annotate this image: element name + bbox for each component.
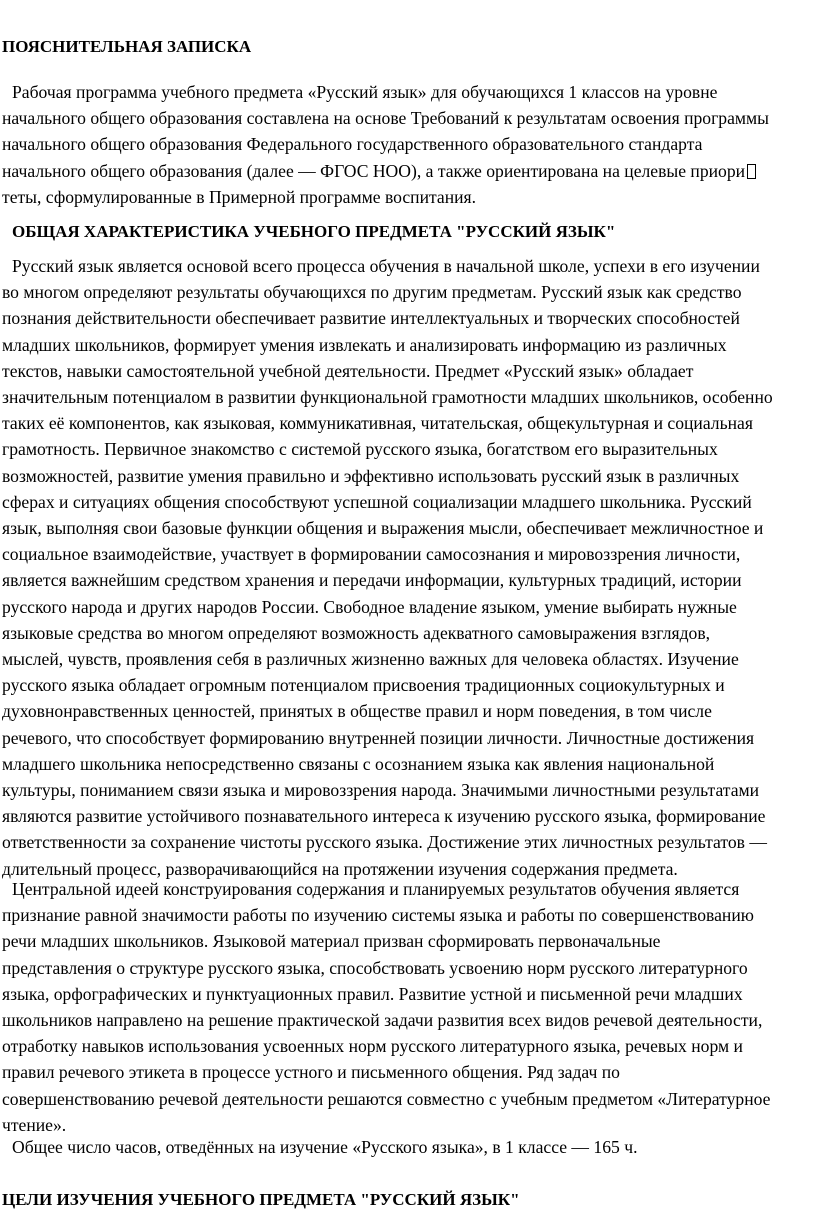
text-line: правил речевого этикета в процессе устного и письменного общения. Ряд задач по <box>2 1062 620 1083</box>
section-heading-general-characteristics: ОБЩАЯ ХАРАКТЕРИСТИКА УЧЕБНОГО ПРЕДМЕТА "РУССКИЙ ЯЗЫК" <box>12 222 616 241</box>
text-line: грамотность. Первичное знакомство с системой русского языка, богатством его выразительных <box>2 439 718 460</box>
text-line: являются развитие устойчивого познавательного интереса к изучению русского языка, формирование <box>2 806 766 827</box>
text-line: русского народа и других народов России. Свободное владение языком, умение выбирать нужные <box>2 596 737 617</box>
text-line: длительный процесс, разворачивающийся на протяжении изучения содержания предмета. <box>2 858 678 879</box>
text-line: теты, сформулированные в Примерной программе воспитания. <box>2 186 477 207</box>
text-line: мыслей, чувств, проявления себя в различных жизненно важных для человека областях. Изучение <box>2 649 739 670</box>
text-line: начального общего образования составлена на основе Требований к результатам освоения программы <box>2 108 770 129</box>
text-line: является важнейшим средством хранения и передачи информации, культурных традиций, истории <box>2 570 742 591</box>
text-line: языковые средства во многом определяют возможность адекватного самовыражения взглядов, <box>2 622 711 643</box>
text-line-content: начального общего образования (далее — ФГОС НОО), а также ориентирована на целевые приори <box>2 160 746 181</box>
text-line: школьников направлено на решение практической задачи развития всех видов речевой деятельности, <box>2 1010 763 1031</box>
section-heading-goals: ЦЕЛИ ИЗУЧЕНИЯ УЧЕБНОГО ПРЕДМЕТА "РУССКИЙ ЯЗЫК" <box>2 1190 520 1209</box>
text-line: речевого, что способствует формированию внутренней позиции личности. Личностные достижения <box>2 727 755 748</box>
text-line: чтение». <box>2 1114 67 1135</box>
paragraph-total-hours <box>2 1134 814 1160</box>
missing-glyph-box <box>747 164 756 179</box>
text-line: таких её компонентов, как языковая, коммуникативная, читательская, общекультурная и социальная <box>2 413 753 434</box>
text-line: текстов, навыки самостоятельной учебной деятельности. Предмет «Русский язык» обладает <box>2 360 694 381</box>
text-line <box>2 158 814 184</box>
text-line: представления о структуре русского языка, способствовать усвоению норм русского литературного <box>2 957 748 978</box>
text-line: Общее число часов, отведённых на изучение «Русского языка», в 1 классе — 165 ч. <box>12 1137 638 1157</box>
text-line: отработку навыков использования усвоенных норм русского литературного языка, речевых норм и <box>2 1036 743 1057</box>
text-line: ответственности за сохранение чистоты русского языка. Достижение этих личностных результатов — <box>2 832 767 853</box>
text-line: Рабочая программа учебного предмета «Русский язык» для обучающихся 1 классов на уровне <box>12 82 718 102</box>
section-heading-explanatory-note: ПОЯСНИТЕЛЬНАЯ ЗАПИСКА <box>2 37 252 56</box>
text-line: Русский язык является основой всего процесса обучения в начальной школе, успехи в его изучении <box>12 256 760 276</box>
text-line: социальное взаимодействие, участвует в формировании самосознания и мировоззрения личности, <box>2 544 741 565</box>
text-line: русского языка обладает огромным потенциалом присвоения традиционных социокультурных и <box>2 675 725 696</box>
paragraph-central-idea <box>2 876 814 1138</box>
text-line: духовнонравственных ценностей, принятых в обществе правил и норм поведения, в том числе <box>2 701 712 722</box>
text-line: значительным потенциалом в развитии функциональной грамотности младших школьников, особенно <box>2 387 773 408</box>
text-line: языка, орфографических и пунктуационных правил. Развитие устной и письменной речи младших <box>2 983 743 1004</box>
text-line: возможностей, развитие умения правильно и эффективно использовать русский язык в различных <box>2 465 740 486</box>
text-line: признание равной значимости работы по изучению системы языка и работы по совершенствованию <box>2 905 754 926</box>
text-line: познания действительности обеспечивает развитие интеллектуальных и творческих способностей <box>2 308 740 329</box>
text-line: совершенствованию речевой деятельности решаются совместно с учебным предметом «Литературное <box>2 1088 771 1109</box>
text-line: во многом определяют результаты обучающихся по другим предметам. Русский язык как средство <box>2 282 742 303</box>
text-line: язык, выполняя свои базовые функции общения и выражения мысли, обеспечивает межличностное и <box>2 518 764 539</box>
text-line: Центральной идеей конструирования содержания и планируемых результатов обучения является <box>12 879 740 899</box>
text-line: младшего школьника непосредственно связаны с осознанием языка как явления национальной <box>2 753 715 774</box>
paragraph-intro <box>2 79 814 210</box>
text-line: культуры, пониманием связи языка и мировоззрения народа. Значимыми личностными результатами <box>2 780 760 801</box>
paragraph-characteristics <box>2 253 814 882</box>
text-line: начального общего образования Федерального государственного образовательного стандарта <box>2 134 703 155</box>
text-line: сферах и ситуациях общения способствуют успешной социализации младшего школьника. Русский <box>2 491 752 512</box>
text-line: речи младших школьников. Языковой материал призван сформировать первоначальные <box>2 931 661 952</box>
text-line: младших школьников, формирует умения извлекать и анализировать информацию из различных <box>2 334 727 355</box>
